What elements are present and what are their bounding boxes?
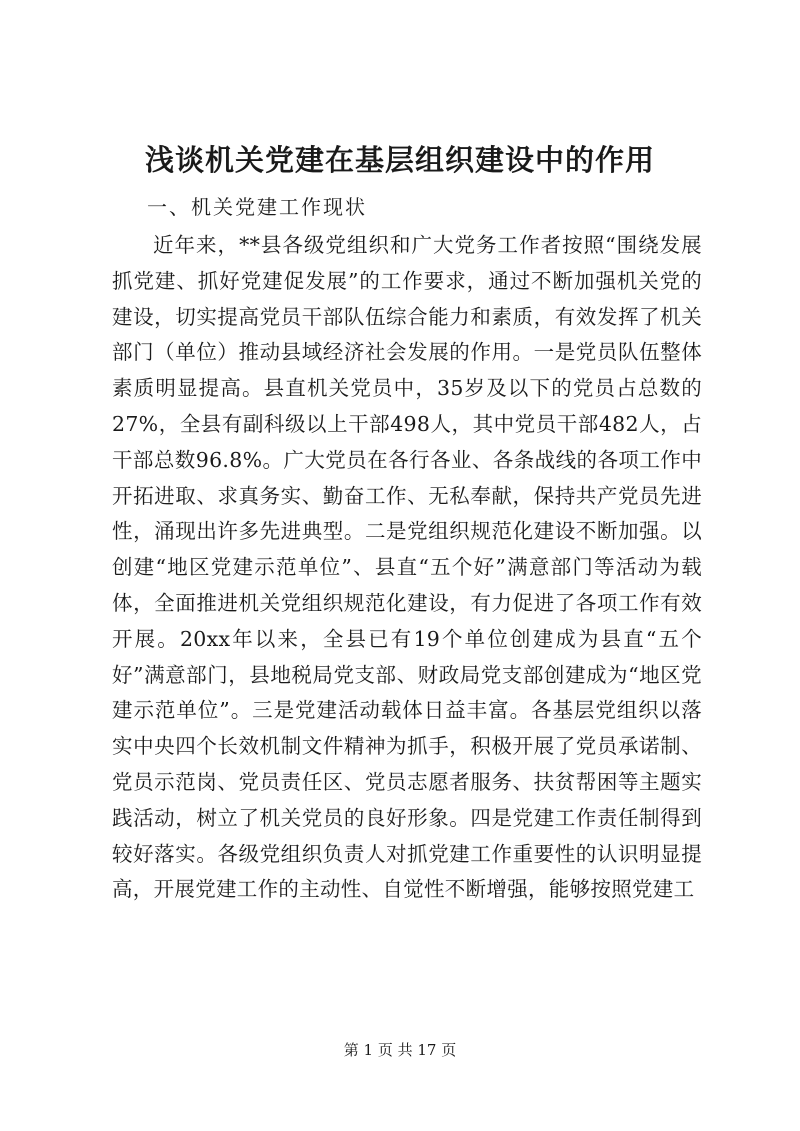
- section-heading: 一、机关党建工作现状: [147, 195, 367, 219]
- body-paragraph: 近年来，**县各级党组织和广大党务工作者按照“围绕发展抓党建、抓好党建促发展”的工作要求，通过不断加强机关党的建设，切实提高党员干部队伍综合能力和素质，有效发挥了机关部门（单位）推动县域经济社会发展的作用。一是党员队伍整体素质明显提高。县直机关党员中，35岁及以下的党员占总数的27%，全县有副科级以上干部498人，其中党员干部482人，占干部总数96.8%。广大党员在各行各业、各条战线的各项工作中开拓进取、求真务实、勤奋工作、无私奉献，保持共产党员先进性，涌现出许多先进典型。二是党组织规范化建设不断加强。以创建“地区党建示范单位”、县直“五个好”满意部门等活动为载体，全面推进机关党组织规范化建设，有力促进了各项工作有效开展。20xx年以来，全县已有19个单位创建成为县直“五个好”满意部门，县地税局党支部、财政局党支部创建成为“地区党建示范单位”。三是党建活动载体日益丰富。各基层党组织以落实中央四个长效机制文件精神为抓手，积极开展了党员承诺制、党员示范岗、党员责任区、党员志愿者服务、扶贫帮困等主题实践活动，树立了机关党员的良好形象。四是党建工作责任制得到较好落实。各级党组织负责人对抓党建工作重要性的认识明显提高，开展党建工作的主动性、自觉性不断增强，能够按照党建工: [112, 233, 702, 902]
- document-title: 浅谈机关党建在基层组织建设中的作用: [144, 143, 655, 177]
- page-footer: 第 1 页 共 17 页: [343, 1041, 457, 1059]
